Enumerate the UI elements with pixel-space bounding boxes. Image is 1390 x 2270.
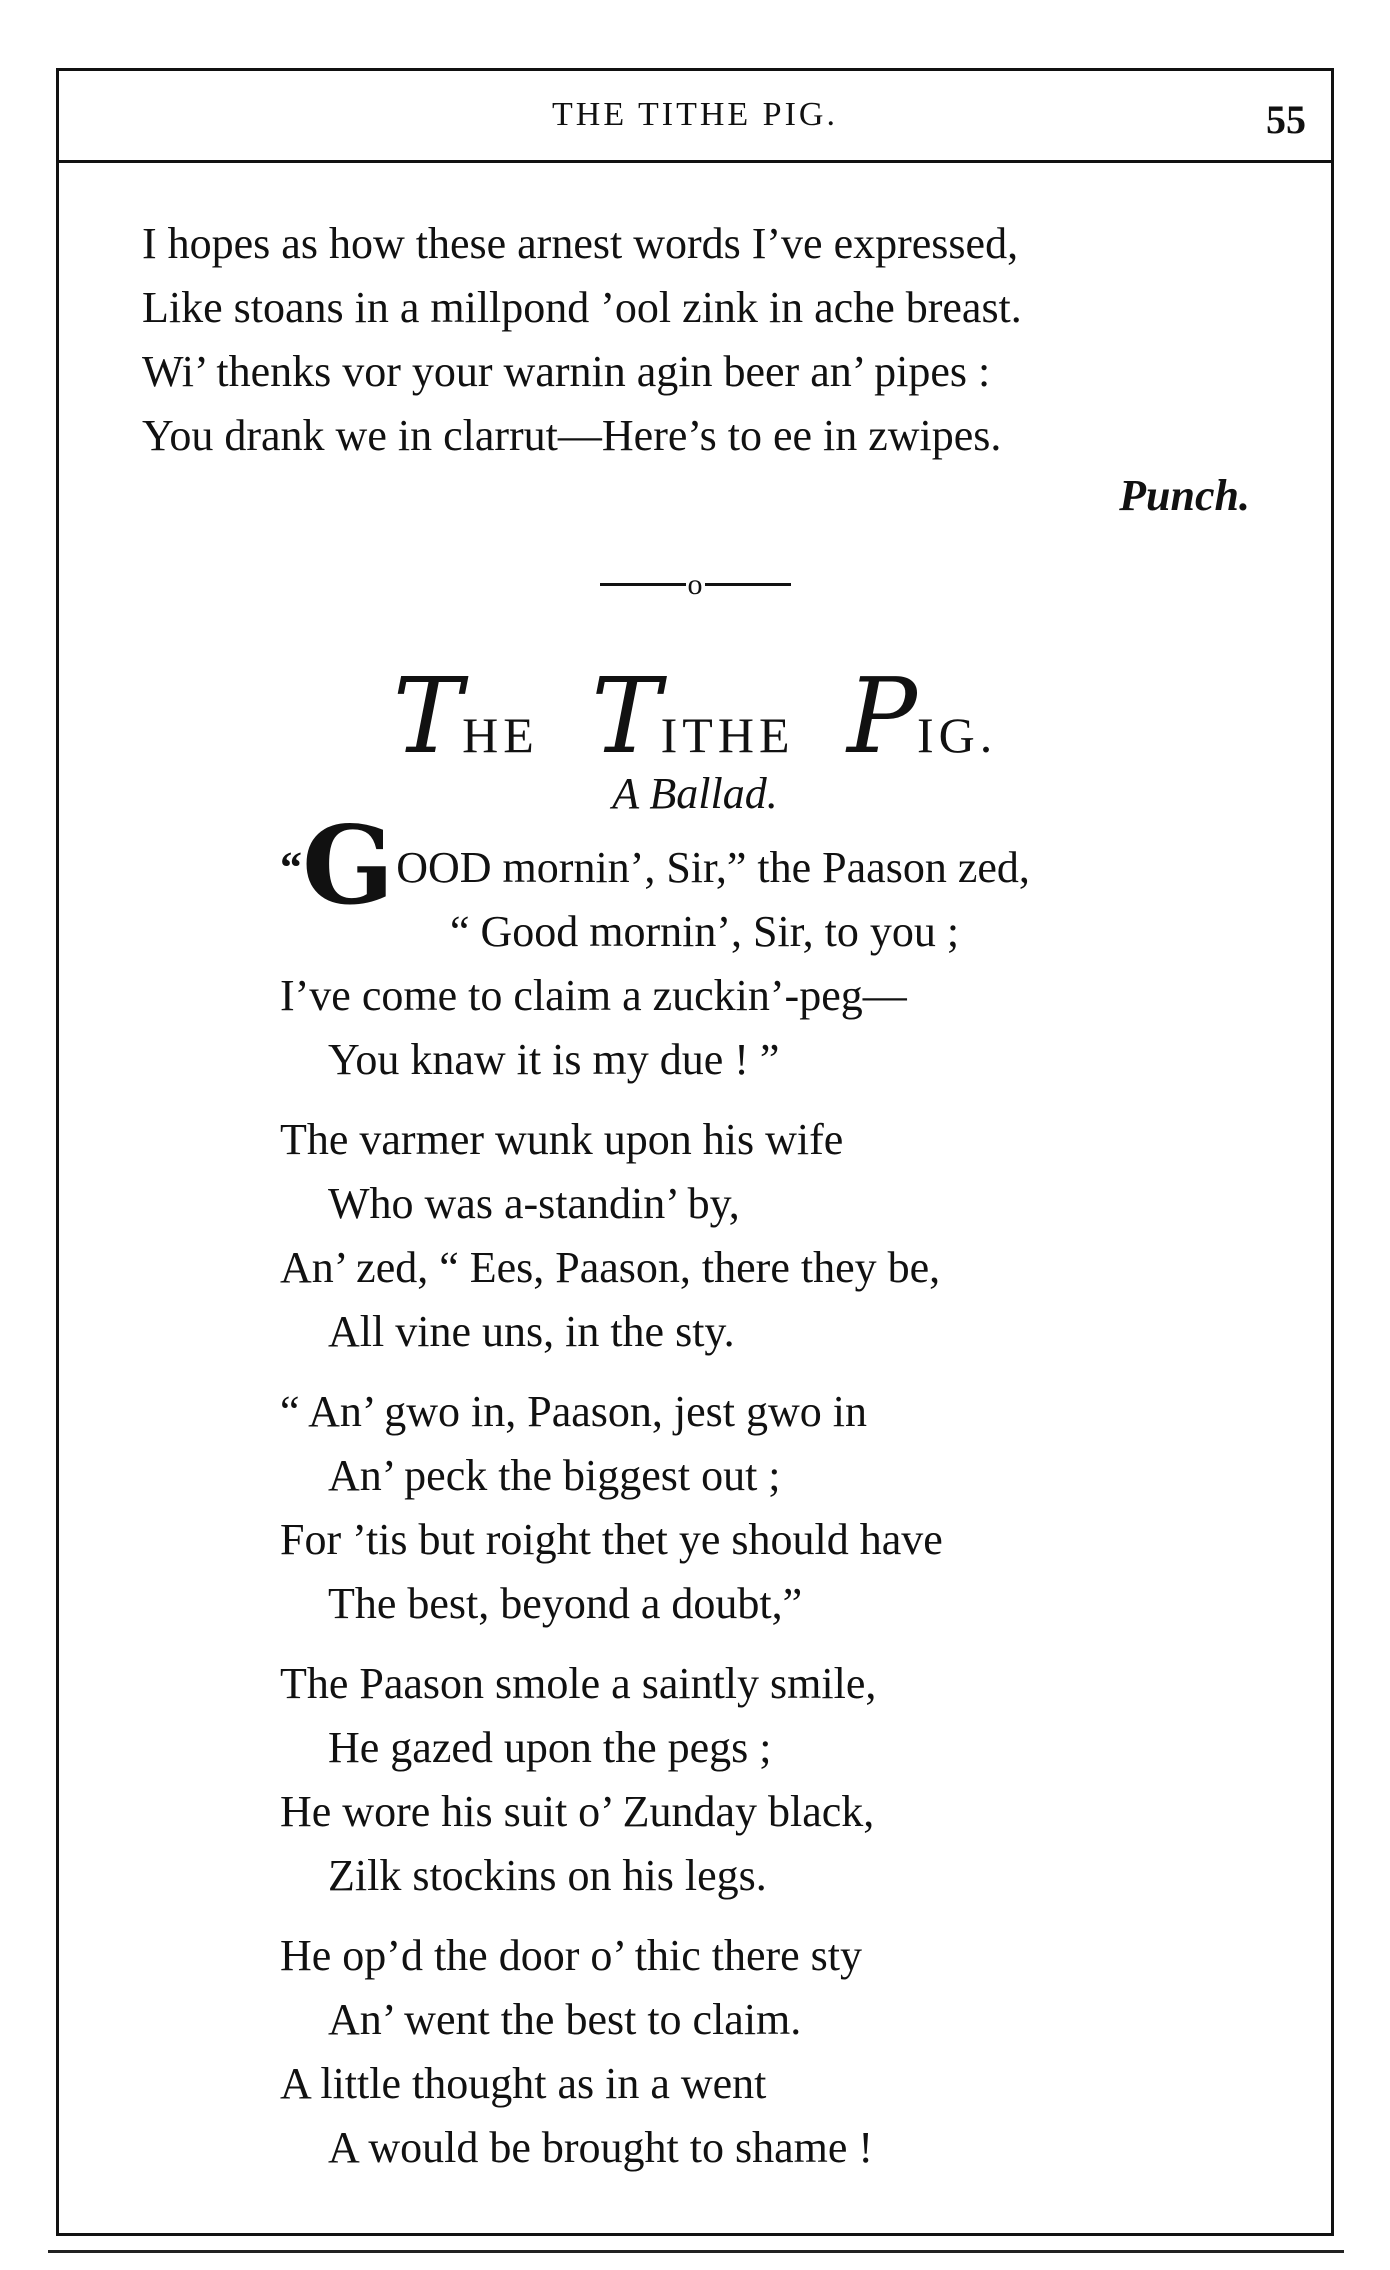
stanza — [280, 803, 1280, 1092]
title-word: PIG. — [847, 655, 998, 777]
poem-title — [0, 655, 1390, 777]
stanza — [280, 1108, 1280, 1364]
ornament-rule-right — [705, 583, 791, 586]
poem-line: Who was a-standin’ by, — [328, 1179, 740, 1228]
previous-poem-stanza — [142, 212, 1262, 468]
poem-line: An’ peck the biggest out ; — [328, 1451, 781, 1500]
poem-subtitle: A Ballad. — [612, 769, 778, 818]
poem-line: Wi’ thenks vor your warnin agin beer an’ pipes : — [142, 347, 991, 396]
poem-line: A would be brought to shame ! — [328, 2123, 874, 2172]
title-word: THE — [392, 655, 539, 777]
stanza — [280, 1652, 1280, 1908]
header-rule — [56, 160, 1334, 163]
poem-line: Like stoans in a millpond ’ool zink in ache breast. — [142, 283, 1022, 332]
poem-line: An’ zed, “ Ees, Paason, there they be, — [280, 1243, 941, 1292]
poem-line: The Paason smole a saintly smile, — [280, 1659, 877, 1708]
poem-line: The best, beyond a doubt,” — [328, 1579, 803, 1628]
poem-line: You knaw it is my due ! ” — [328, 1035, 780, 1084]
title-word: TITHE — [591, 655, 795, 777]
poem-line: Zilk stockins on his legs. — [328, 1851, 767, 1900]
poem-line: “ An’ gwo in, Paason, jest gwo in — [280, 1387, 868, 1436]
opening-quote: “ — [280, 843, 302, 892]
section-ornament — [0, 560, 1390, 602]
poem-line: All vine uns, in the sty. — [328, 1307, 735, 1356]
ornament-rule-left — [600, 583, 686, 586]
ballad-body — [280, 803, 1280, 2196]
page-number: 55 — [1266, 97, 1306, 142]
poem-line: “ Good mornin’, Sir, to you ; — [450, 907, 960, 956]
bottom-rule — [48, 2250, 1344, 2253]
drop-cap: G — [302, 803, 395, 929]
poem-line: He op’d the door o’ thic there sty — [280, 1931, 863, 1980]
poem-line: “GOOD mornin’, Sir,” the Paason zed, — [280, 803, 1030, 929]
attribution: Punch. — [1119, 471, 1250, 520]
poem-line: The varmer wunk upon his wife — [280, 1115, 844, 1164]
ornament-glyph: o — [687, 567, 703, 601]
poem-line: He gazed upon the pegs ; — [328, 1723, 772, 1772]
stanza — [280, 1380, 1280, 1636]
poem-line: I’ve come to claim a zuckin’-peg— — [280, 971, 907, 1020]
poem-line: I hopes as how these arnest words I’ve expressed, — [142, 219, 1019, 268]
poem-line: An’ went the best to claim. — [328, 1995, 802, 2044]
poem-line: For ’tis but roight thet ye should have — [280, 1515, 943, 1564]
poem-line: A little thought as in a went — [280, 2059, 767, 2108]
poem-line: You drank we in clarrut—Here’s to ee in zwipes. — [142, 411, 1002, 460]
poem-line: He wore his suit o’ Zunday black, — [280, 1787, 875, 1836]
running-head: THE TITHE PIG. — [552, 96, 838, 133]
stanza — [280, 1924, 1280, 2180]
